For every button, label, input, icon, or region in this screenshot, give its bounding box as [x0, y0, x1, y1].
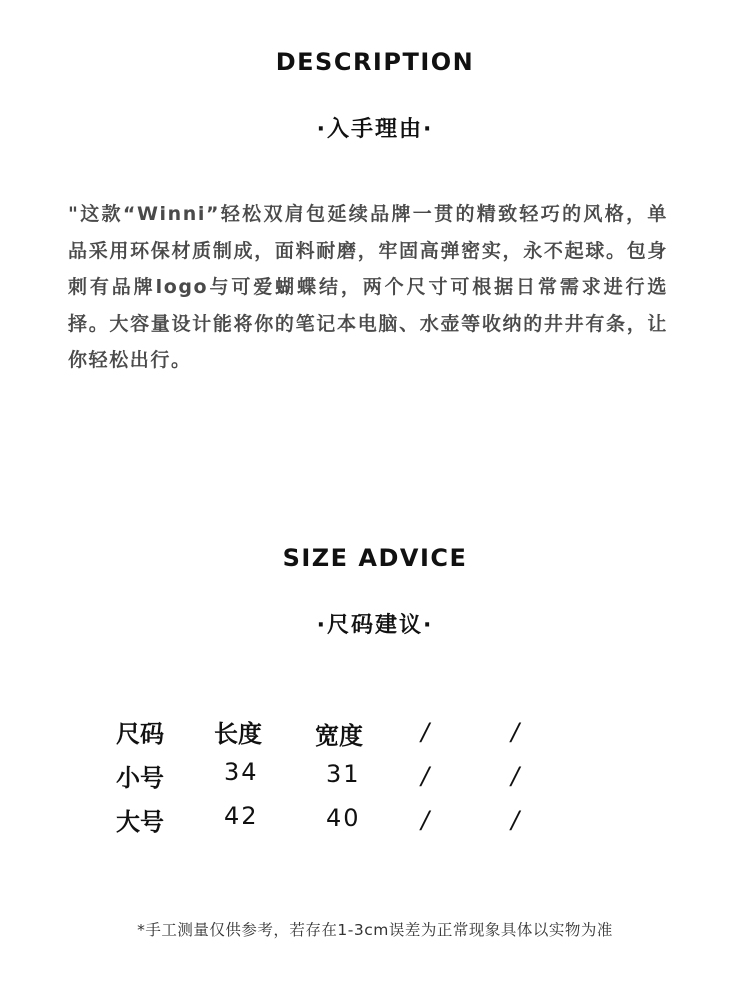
table-row-large-length: 42 — [224, 802, 259, 830]
description-title: DESCRIPTION — [275, 48, 475, 76]
table-header-length: 长度 — [214, 720, 262, 748]
table-header-col4: / — [421, 718, 430, 746]
table-header-size: 尺码 — [116, 720, 164, 748]
table-row-large-width: 40 — [326, 804, 361, 832]
table-header-width: 宽度 — [315, 722, 363, 750]
table-row-large-label: 大号 — [116, 808, 164, 836]
measurement-footnote: *手工测量仅供参考，若存在1-3cm误差为正常现象具体以实物为准 — [137, 921, 613, 939]
table-row-small-length: 34 — [224, 758, 259, 786]
description-subtitle: ·入手理由· — [316, 117, 434, 142]
size-table — [0, 706, 750, 846]
table-header-col5: / — [511, 718, 520, 746]
table-row-small-col5: / — [511, 762, 520, 790]
description-body: "这款“Winni”轻松双肩包延续品牌一贯的精致轻巧的风格，单品采用环保材质制成，面料耐磨，牢固高弹密实，永不起球。包身刺有品牌logo与可爱蝴蝶结，两个尺寸可根据日常需求进行选择。大容量设计能将你的笔记本电脑、水壶等收纳的井井有条，让你轻松出行。 — [68, 203, 668, 371]
size-advice-title: SIZE ADVICE — [282, 544, 468, 572]
table-row-small-col4: / — [421, 762, 430, 790]
size-advice-subtitle: ·尺码建议· — [316, 613, 434, 638]
table-row-large-col4: / — [421, 806, 430, 834]
table-row-small-width: 31 — [326, 760, 361, 788]
table-row-small-label: 小号 — [116, 764, 164, 792]
table-row-large-col5: / — [511, 806, 520, 834]
